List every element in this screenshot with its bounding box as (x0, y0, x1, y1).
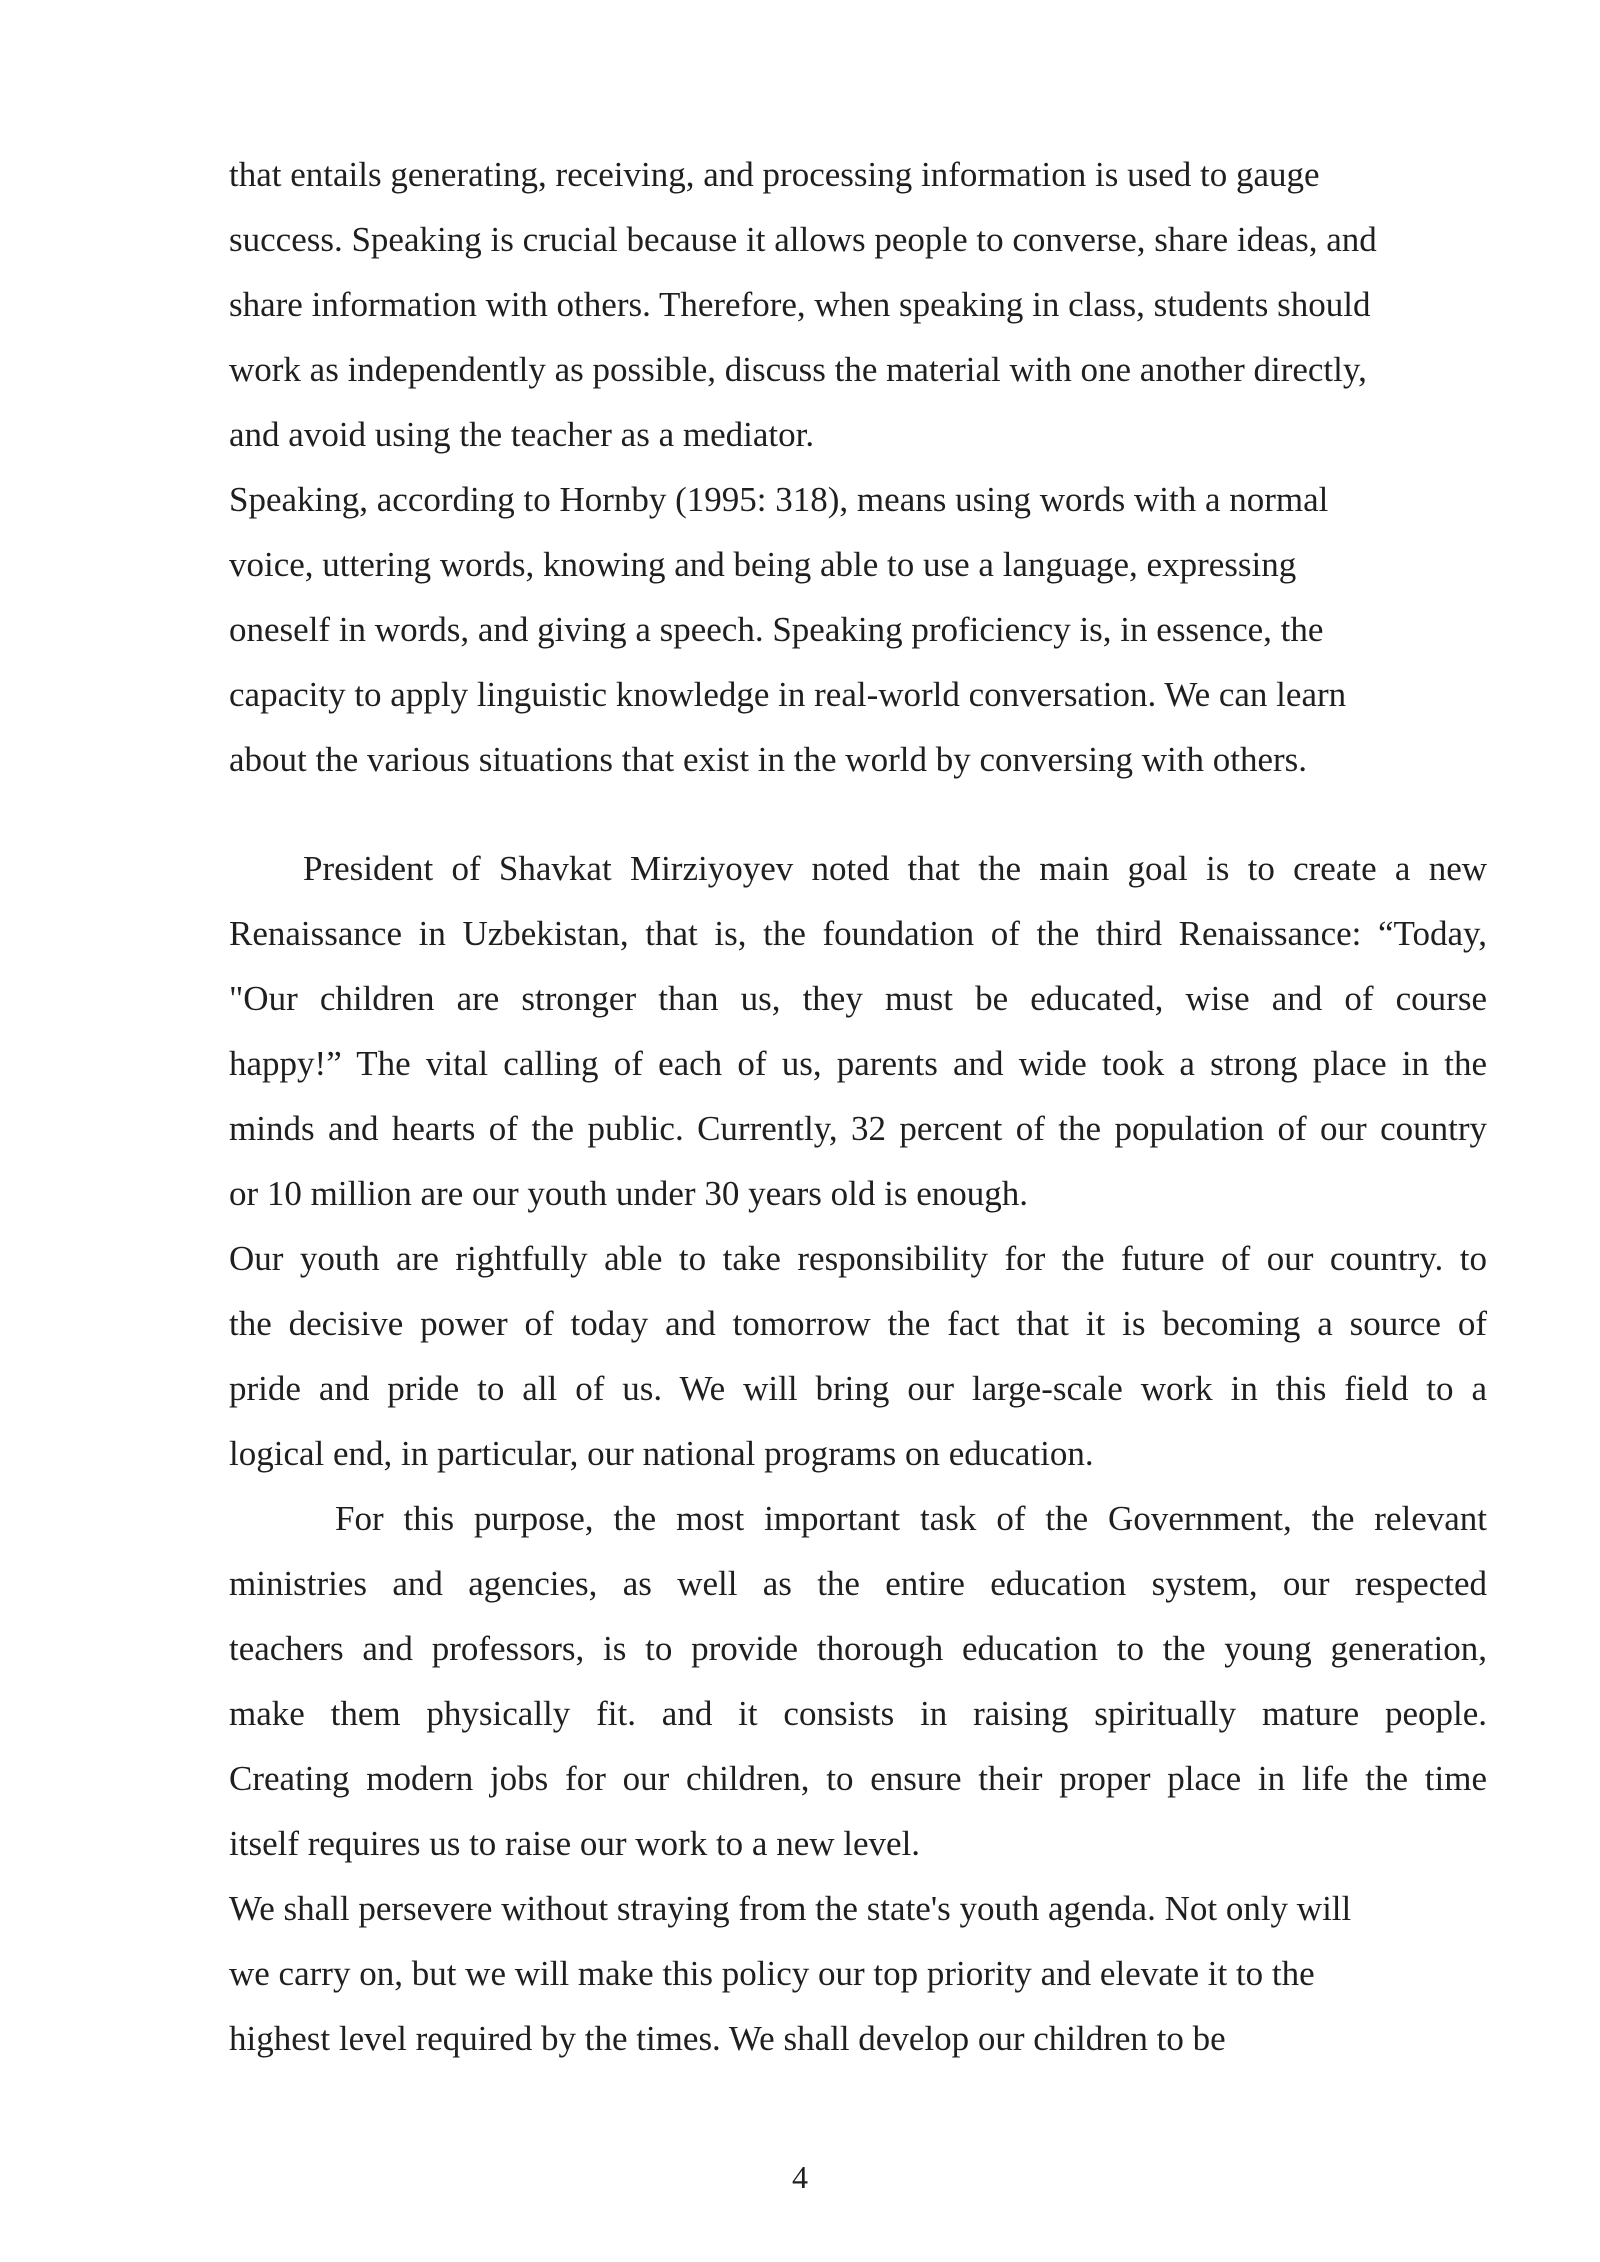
text-line: oneself in words, and giving a speech. Speaking proficiency is, in essence, the (229, 610, 1324, 649)
text-line: and avoid using the teacher as a mediator. (229, 415, 815, 454)
text-line: For this purpose, the most important task of the Government, the relevant (335, 1499, 1487, 1538)
text-line: about the various situations that exist in the world by conversing with others. (229, 740, 1308, 779)
text-line: Creating modern jobs for our children, to ensure their proper place in life the time (229, 1759, 1487, 1798)
text-line: voice, uttering words, knowing and being able to use a language, expressing (229, 545, 1297, 584)
text-line: itself requires us to raise our work to a new level. (229, 1824, 921, 1863)
text-line: ministries and agencies, as well as the entire education system, our respected (229, 1564, 1487, 1603)
text-line: Renaissance in Uzbekistan, that is, the foundation of the third Renaissance: “Today, (229, 914, 1487, 953)
text-line: or 10 million are our youth under 30 years old is enough. (229, 1174, 1029, 1213)
text-line: logical end, in particular, our national programs on education. (229, 1434, 1094, 1473)
text-line: Our youth are rightfully able to take responsibility for the future of our country. to (229, 1239, 1487, 1278)
text-line: that entails generating, receiving, and processing information is used to gauge (229, 155, 1320, 194)
text-line: success. Speaking is crucial because it allows people to converse, share ideas, and (229, 220, 1377, 259)
text-line: happy!” The vital calling of each of us, parents and wide took a strong place in the (229, 1044, 1487, 1083)
text-line: share information with others. Therefore, when speaking in class, students should (229, 285, 1371, 324)
text-line: "Our children are stronger than us, they must be educated, wise and of course (229, 979, 1487, 1018)
text-line: work as independently as possible, discuss the material with one another directly, (229, 350, 1367, 389)
text-line: Speaking, according to Hornby (1995: 318), means using words with a normal (229, 480, 1329, 519)
page-number: 4 (792, 2159, 808, 2195)
text-line: we carry on, but we will make this policy our top priority and elevate it to the (229, 1954, 1315, 1993)
text-line: minds and hearts of the public. Currently, 32 percent of the population of our country (229, 1109, 1487, 1148)
text-line: capacity to apply linguistic knowledge in real-world conversation. We can learn (229, 675, 1347, 714)
text-line: pride and pride to all of us. We will bring our large-scale work in this field to a (229, 1369, 1487, 1408)
text-line: President of Shavkat Mirziyoyev noted that the main goal is to create a new (303, 849, 1487, 888)
text-line: the decisive power of today and tomorrow the fact that it is becoming a source of (229, 1304, 1487, 1343)
text-line: teachers and professors, is to provide thorough education to the young generation, (229, 1629, 1487, 1668)
text-line: make them physically fit. and it consists in raising spiritually mature people. (229, 1694, 1487, 1733)
text-line: highest level required by the times. We shall develop our children to be (229, 2019, 1226, 2058)
text-line: We shall persevere without straying from the state's youth agenda. Not only will (229, 1889, 1352, 1928)
